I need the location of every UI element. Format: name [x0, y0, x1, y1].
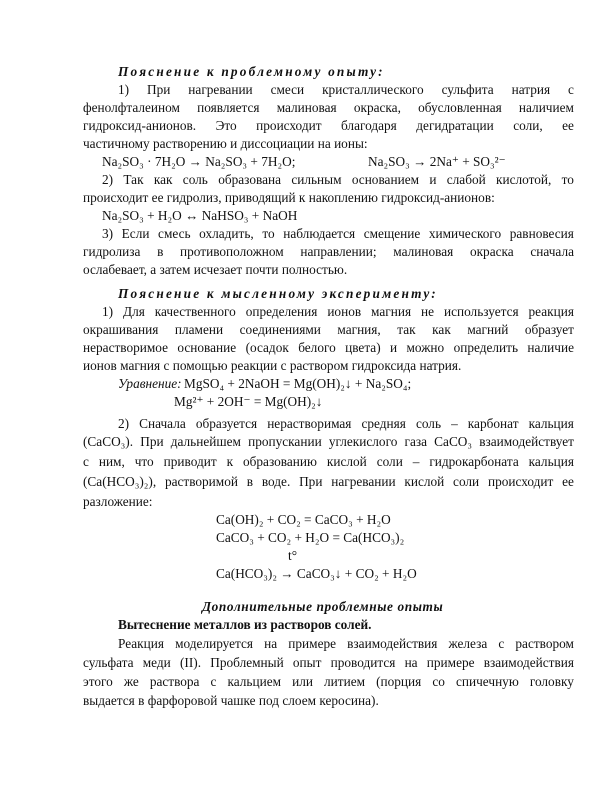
s2-p2-line1 [118, 417, 574, 430]
word: и [429, 172, 437, 187]
word: наличие [527, 340, 574, 355]
word: кальция [528, 454, 574, 469]
word: окраска [469, 244, 514, 259]
equation-sulfite-dissociation: Na₂SO₃ → 2Na⁺ + SO₃²⁻ [368, 154, 506, 169]
word: малиновая [393, 244, 454, 259]
word: слабой [446, 172, 486, 187]
word: кристаллического [322, 82, 424, 97]
equation-calcium-bicarbonate: CaCO₃ + CO₂ + H₂O = Ca(HCO₃)₂ [216, 530, 405, 545]
word: качественного [154, 304, 236, 319]
equation-calcium-carbonate: Ca(OH)₂ + CO₂ = CaCO₃ + H₂O [216, 512, 391, 527]
s3-p1-line2 [83, 656, 574, 669]
word: 1) [102, 304, 114, 319]
word: происходит [256, 118, 322, 133]
word: ее [562, 474, 574, 489]
word: смесь [158, 226, 191, 241]
word: литием [324, 674, 366, 689]
word: (II). [179, 655, 202, 670]
word: с [568, 82, 574, 97]
word: можно [406, 340, 445, 355]
s2-p1-line1 [102, 305, 574, 318]
word: Так [123, 172, 144, 187]
equation-sulfite-dehydration: Na₂SO₃ · 7H₂O → Na₂SO₃ + 7H₂O; [102, 154, 296, 169]
s3-p1-line1 [118, 637, 574, 650]
s2-p2-line5: разложение: [83, 494, 153, 509]
word: соль [415, 416, 442, 431]
word: белого [298, 340, 336, 355]
word: кальция [528, 416, 574, 431]
word: реакция [528, 304, 574, 319]
word: – [412, 454, 420, 469]
word: соли [453, 474, 480, 489]
word: примере [426, 655, 475, 670]
word: окрашивания [83, 322, 159, 337]
s2-p1-line4: ионов магния с помощью реакции с раствором гидроксида натрия. [83, 358, 462, 373]
word: 2) [102, 172, 114, 187]
word: проводится [330, 655, 396, 670]
word: Реакция [118, 636, 164, 651]
word: и [390, 340, 398, 355]
word: на [264, 636, 278, 651]
word: соли, [513, 118, 543, 133]
word: окраска, [353, 100, 401, 115]
word: противоположном [180, 244, 284, 259]
word: дегидратации [416, 118, 494, 133]
word: образует [524, 322, 574, 337]
word: (порция [376, 674, 422, 689]
word: с [498, 636, 505, 651]
s3-p1-line4: выдается в фарфоровой чашке под слоем керосина). [83, 693, 379, 708]
word: малиновая [276, 100, 337, 115]
word: гидролиза [83, 244, 141, 259]
equation-bicarbonate-decomposition: Ca(HCO₃)₂ → CaCO₃↓ + CO₂ + H₂O [216, 566, 417, 581]
s2-p2-line4 [83, 475, 574, 488]
word: так [397, 322, 416, 337]
word: CaCO₃ [434, 434, 473, 449]
word: соль [182, 172, 208, 187]
word: равновесия [509, 226, 574, 241]
s1-p1-line4: частичному растворению и диссоциации на ионы: [83, 136, 368, 151]
s2-p1-line2 [83, 323, 574, 336]
word: карбонат [467, 416, 519, 431]
s1-p3-line2 [83, 245, 574, 258]
word: дальнейшем [170, 434, 241, 449]
word: (Ca(HCO₃)₂), [83, 474, 157, 489]
word: появляется [197, 100, 260, 115]
word: в [157, 244, 164, 259]
equation-hydrolysis: Na₂SO₃ + H₂O ↔ NaHSO₃ + NaOH [102, 208, 298, 223]
word: – [451, 416, 458, 431]
word: гидроксид-анионов. [83, 118, 197, 133]
word: соединениями [239, 322, 321, 337]
heading-additional-experiments: Дополнительные проблемные опыты [202, 599, 444, 614]
word: Сначала [139, 416, 186, 431]
word: как [432, 322, 451, 337]
word: образованию [242, 454, 317, 469]
word: как [153, 172, 173, 187]
heading-problem-experiment: Пояснение к проблемному опыту: [118, 64, 385, 79]
word: используется [443, 304, 519, 319]
word: направлении; [300, 244, 377, 259]
s1-p1-line1 [118, 83, 574, 96]
word: что [134, 454, 154, 469]
word: кислой [404, 474, 445, 489]
word: наблюдается [283, 226, 356, 241]
word: При [140, 434, 164, 449]
word: или [292, 674, 313, 689]
word: При [299, 474, 323, 489]
word: химического [428, 226, 502, 241]
word: цвета) [345, 340, 381, 355]
word: в [246, 474, 254, 489]
word: кислой [326, 454, 367, 469]
word: охладить, [199, 226, 254, 241]
word: 1) [118, 82, 130, 97]
s2-p1-line3 [83, 341, 574, 354]
word: основание [177, 340, 237, 355]
word: магний [467, 322, 509, 337]
s2-p2-line3 [83, 455, 574, 468]
word: нерастворимая [267, 416, 352, 431]
word: определения [245, 304, 318, 319]
word: нагревании [331, 474, 396, 489]
equation-heating-condition: t° [288, 548, 298, 563]
word: обусловленная [418, 100, 502, 115]
word: средняя [361, 416, 406, 431]
word: соли [376, 454, 403, 469]
equation-label: Уравнение: [118, 376, 182, 391]
word: меди [142, 655, 171, 670]
word: Проблемный [210, 655, 284, 670]
word: смеси [270, 82, 305, 97]
s1-p1-line2 [83, 101, 574, 114]
word: головку [529, 674, 574, 689]
word: определить [453, 340, 519, 355]
word: на [404, 655, 418, 670]
word: кальцием [227, 674, 282, 689]
word: При [147, 82, 171, 97]
word: то [561, 172, 574, 187]
s1-p2-line1 [102, 173, 574, 186]
word: растворимой [164, 474, 238, 489]
word: железа [448, 636, 488, 651]
word: происходит [487, 474, 554, 489]
word: ее [562, 118, 574, 133]
word: со [432, 674, 445, 689]
word: Для [123, 304, 145, 319]
word: газа [404, 434, 428, 449]
s3-p1-line3 [83, 675, 574, 688]
word: то [262, 226, 275, 241]
word: (осадок [245, 340, 289, 355]
equation-magnesium-sulfate: MgSO₄ + 2NaOH = Mg(OH)₂↓ + Na₂SO₄; [184, 376, 412, 391]
word: ионов [327, 304, 362, 319]
word: фенолфталеином [83, 100, 180, 115]
word: магния [371, 304, 412, 319]
s1-p2-line2: происходит ее гидролиз, приводящий к накоплению гидроксид-анионов: [83, 190, 495, 205]
word: нагревании [188, 82, 253, 97]
word: воде. [261, 474, 291, 489]
s1-p3-line3: ослабевает, а затем исчезает почти полностью. [83, 262, 348, 277]
s1-p1-line3 [83, 119, 574, 132]
word: раствором [515, 636, 574, 651]
word: же [123, 674, 139, 689]
s2-p2-line2 [83, 435, 574, 448]
s1-p3-line1 [102, 227, 574, 240]
word: этого [83, 674, 113, 689]
word: 3) [102, 226, 114, 241]
word: приводит [163, 454, 217, 469]
word: сульфата [83, 655, 134, 670]
word: сначала [530, 244, 574, 259]
word: примере [288, 636, 337, 651]
word: магния, [337, 322, 381, 337]
word: с [210, 674, 217, 689]
word: гидрокарбоната [429, 454, 519, 469]
word: взаимодействия [483, 655, 574, 670]
word: благодаря [341, 118, 397, 133]
word: образована [218, 172, 281, 187]
word: к [226, 454, 234, 469]
word: взаимодействует [479, 434, 574, 449]
word: натрия [511, 82, 551, 97]
word: Если [121, 226, 150, 241]
word: кислотой, [496, 172, 552, 187]
word: сильным [291, 172, 342, 187]
heading-thought-experiment: Пояснение к мысленному эксперименту: [118, 286, 438, 301]
word: опыт [292, 655, 322, 670]
word: пламени [174, 322, 224, 337]
word: наличием [518, 100, 574, 115]
equation-magnesium-ionic: Mg²⁺ + 2OH⁻ = Mg(OH)₂↓ [174, 394, 323, 409]
word: моделируется [175, 636, 254, 651]
word: ним, [98, 454, 125, 469]
word: смещение [363, 226, 421, 241]
word: не [421, 304, 435, 319]
word: 2) [118, 416, 130, 431]
word: пропускании [248, 434, 322, 449]
word: спичечную [455, 674, 519, 689]
word: образуется [195, 416, 258, 431]
word: основанием [351, 172, 420, 187]
subheading-metal-displacement: Вытеснение металлов из растворов солей. [118, 617, 372, 632]
word: взаимодействия [347, 636, 438, 651]
word: сульфита [441, 82, 494, 97]
word: (CaCO₃). [83, 434, 134, 449]
word: с [83, 454, 89, 469]
word: углекислого [328, 434, 398, 449]
word: Это [215, 118, 237, 133]
word: раствора [149, 674, 200, 689]
word: нерастворимое [83, 340, 169, 355]
